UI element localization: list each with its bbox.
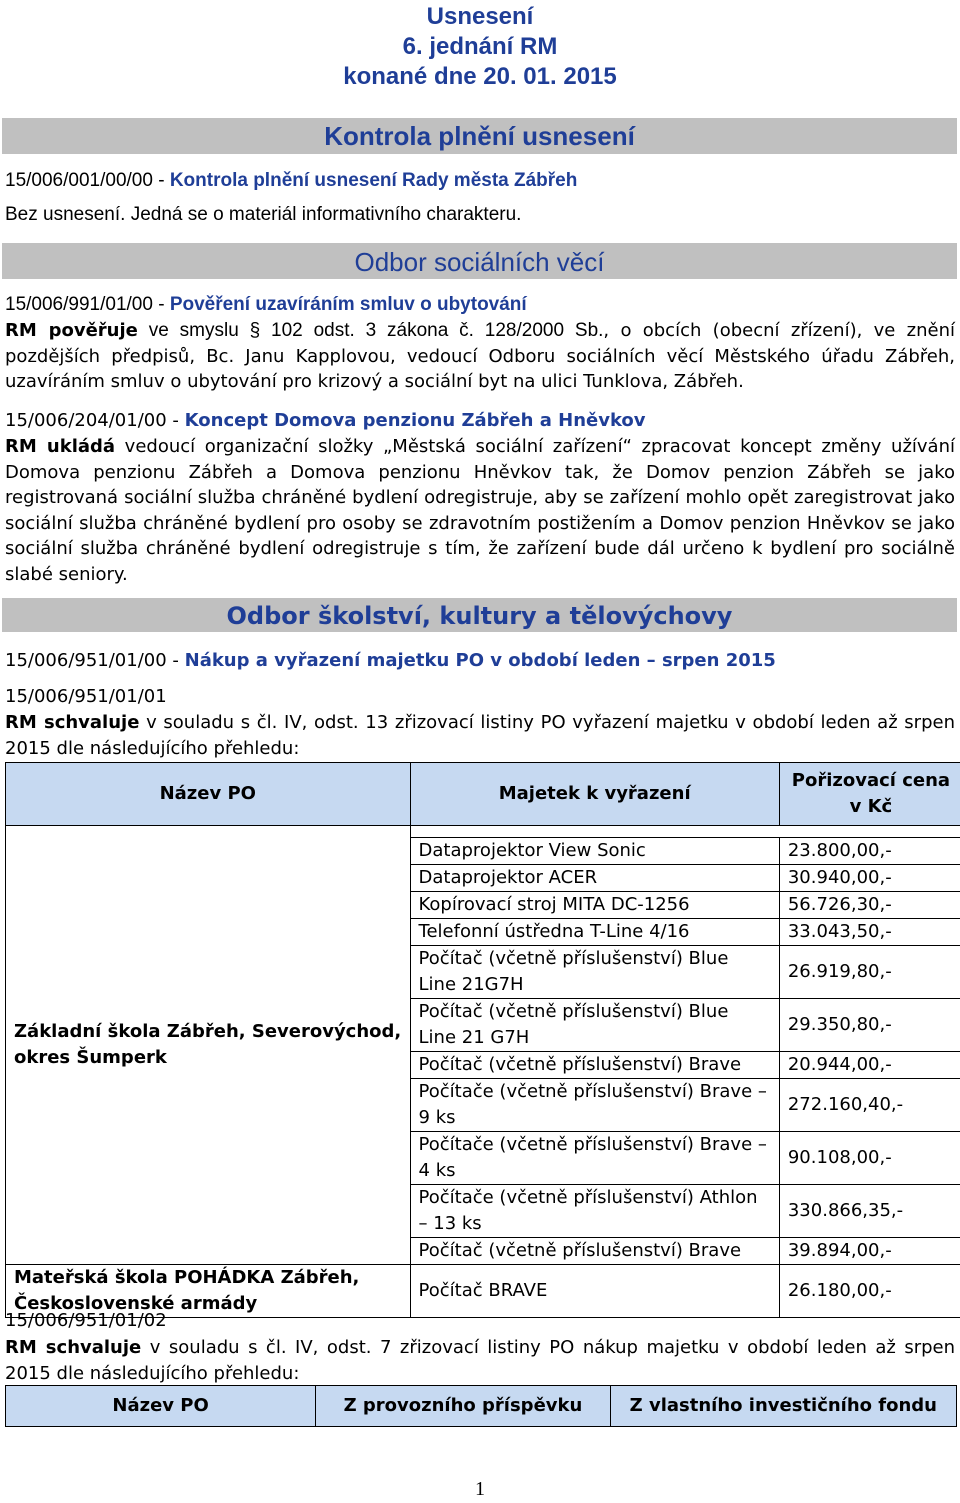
- item-2-text-a: ve smyslu § 102 odst. 3 zákona č. 128/2000 Sb.: [137, 320, 604, 341]
- item-2-number: 15/006/991/01/00 -: [5, 294, 170, 315]
- asset-name: Dataprojektor View Sonic: [410, 838, 779, 865]
- header-operating-contribution: Z provozního příspěvku: [316, 1386, 610, 1427]
- asset-price: 23.800,00,-: [779, 838, 960, 865]
- item-2-title: Pověření uzavíráním smluv o ubytování: [169, 294, 527, 315]
- item-4-sub1-body: v souladu s čl. IV, odst. 13 zřizovací listiny PO vyřazení majetku v období leden až srpen 2015 dle následujícího přehledu:: [5, 712, 955, 759]
- table-spacer-row: [6, 826, 960, 838]
- school-2-name: Mateřská škola POHÁDKA Zábřeh, Československé armády: [6, 1265, 411, 1318]
- title-line-2: 6. jednání RM: [402, 33, 558, 60]
- header-investment-fund: Z vlastního investičního fondu: [610, 1386, 956, 1427]
- asset-price: 56.726,30,-: [779, 892, 960, 919]
- purchase-table-header: [6, 1386, 957, 1427]
- asset-name: Počítač BRAVE: [410, 1265, 779, 1318]
- section-heading-education: Odbor školství, kultury a tělovýchovy: [2, 598, 957, 632]
- asset-price: 30.940,00,-: [779, 865, 960, 892]
- item-2-text-c: Janu Kapplovou, vedoucí Odboru sociálních věcí Městského úřadu Zábřeh, uzavíráním smluv o ubytování pro krizový a sociální byt na ulici Tunklova, Zábřeh.: [5, 345, 955, 392]
- asset-name: Počítač (včetně příslušenství) Brave: [410, 1238, 779, 1265]
- document-title: [0, 2, 960, 92]
- asset-name: Počítače (včetně příslušenství) Brave – 4 ks: [410, 1132, 779, 1185]
- title-line-3: konané dne 20. 01. 2015: [343, 63, 617, 90]
- item-2-text: [5, 318, 955, 395]
- header-org-name: Název PO: [6, 1386, 316, 1427]
- disposal-table-header: [6, 763, 960, 826]
- asset-name: Počítače (včetně příslušenství) Brave – 9 ks: [410, 1079, 779, 1132]
- disposal-table: [5, 762, 960, 1318]
- item-3-title: Koncept Domova penzionu Zábřeh a Hněvkov: [184, 410, 646, 431]
- asset-name: Počítač (včetně příslušenství) Blue Line 21G7H: [410, 946, 779, 999]
- item-3-text: [5, 434, 955, 587]
- asset-name: Počítač (včetně příslušenství) Brave: [410, 1052, 779, 1079]
- section-heading-social: Odbor sociálních věcí: [2, 243, 957, 279]
- purchase-table: [5, 1385, 957, 1427]
- item-1-number: 15/006/001/00/00 -: [5, 170, 170, 191]
- item-4-sub2-lead: RM schvaluje: [5, 1337, 142, 1358]
- item-4-sub2-text: [5, 1335, 955, 1386]
- item-2-heading: [5, 292, 527, 318]
- asset-price: 272.160,40,-: [779, 1079, 960, 1132]
- item-1-text: Bez usnesení. Jedná se o materiál informativního charakteru.: [5, 204, 522, 225]
- title-line-1: Usnesení: [426, 3, 534, 30]
- item-4-sub1-text: [5, 710, 955, 761]
- item-3-body: vedoucí organizační složky „Městská sociální zařízení“ zpracovat koncept změny užívání Domova penzionu Zábřeh a Domova penzionu Hněvkov tak, že Domov penzion Zábřeh se jako registrovaná sociální služba chráněné bydlení odregistruje, aby se zařízení mohlo opět zaregistrovat jako sociální služba chráněné bydlení pro osoby se zdravotním postižením a Domov penzion Hněvkov se jako sociální služba chráněné bydlení odregistruje s tím, že zařízení bude dál určeno k bydlení pro sociálně slabé seniory.: [5, 436, 956, 585]
- asset-name: Dataprojektor ACER: [410, 865, 779, 892]
- item-1-title: Kontrola plnění usnesení Rady města Zábřeh: [169, 170, 578, 191]
- section-heading-control: Kontrola plnění usnesení: [2, 118, 957, 154]
- asset-name: Počítače (včetně příslušenství) Athlon – 13 ks: [410, 1185, 779, 1238]
- asset-price: 33.043,50,-: [779, 919, 960, 946]
- item-3-heading: [5, 408, 646, 434]
- asset-name: Počítač (včetně příslušenství) Blue Line 21 G7H: [410, 999, 779, 1052]
- asset-price: 29.350,80,-: [779, 999, 960, 1052]
- header-asset: Majetek k vyřazení: [410, 763, 779, 826]
- school-1-name: Základní škola Zábřeh, Severovýchod, okres Šumperk: [6, 826, 411, 1265]
- item-4-sub2-body: v souladu s čl. IV, odst. 7 zřizovací listiny PO nákup majetku v období leden až srpen 2015 dle následujícího přehledu:: [5, 1337, 956, 1384]
- item-4-sub1-lead: RM schvaluje: [5, 712, 140, 733]
- item-2-lead: RM pověřuje: [5, 320, 138, 341]
- header-price: Pořizovací cena v Kč: [779, 763, 960, 826]
- item-4-title: Nákup a vyřazení majetku PO v období leden – srpen 2015: [184, 650, 776, 671]
- asset-price: 26.180,00,-: [779, 1265, 960, 1318]
- item-4-sub1-number: 15/006/951/01/01: [5, 686, 167, 707]
- item-2-text-b: , o obcích (obecní zřízení), ve znění pozdějších předpisů, Bc.: [5, 320, 955, 367]
- item-3-lead: RM ukládá: [5, 436, 116, 457]
- item-4-sub2-number: 15/006/951/01/02: [5, 1310, 167, 1331]
- asset-price: 26.919,80,-: [779, 946, 960, 999]
- item-4-number: 15/006/951/01/00 -: [5, 650, 185, 671]
- item-1-heading: [5, 168, 577, 194]
- asset-price: 90.108,00,-: [779, 1132, 960, 1185]
- header-org-name: Název PO: [6, 763, 411, 826]
- asset-name: Kopírovací stroj MITA DC-1256: [410, 892, 779, 919]
- asset-price: 39.894,00,-: [779, 1238, 960, 1265]
- page-number: 1: [475, 1478, 485, 1500]
- asset-price: 330.866,35,-: [779, 1185, 960, 1238]
- item-3-number: 15/006/204/01/00 -: [5, 410, 185, 431]
- asset-price: 20.944,00,-: [779, 1052, 960, 1079]
- item-4-heading: [5, 648, 776, 674]
- asset-name: Telefonní ústředna T-Line 4/16: [410, 919, 779, 946]
